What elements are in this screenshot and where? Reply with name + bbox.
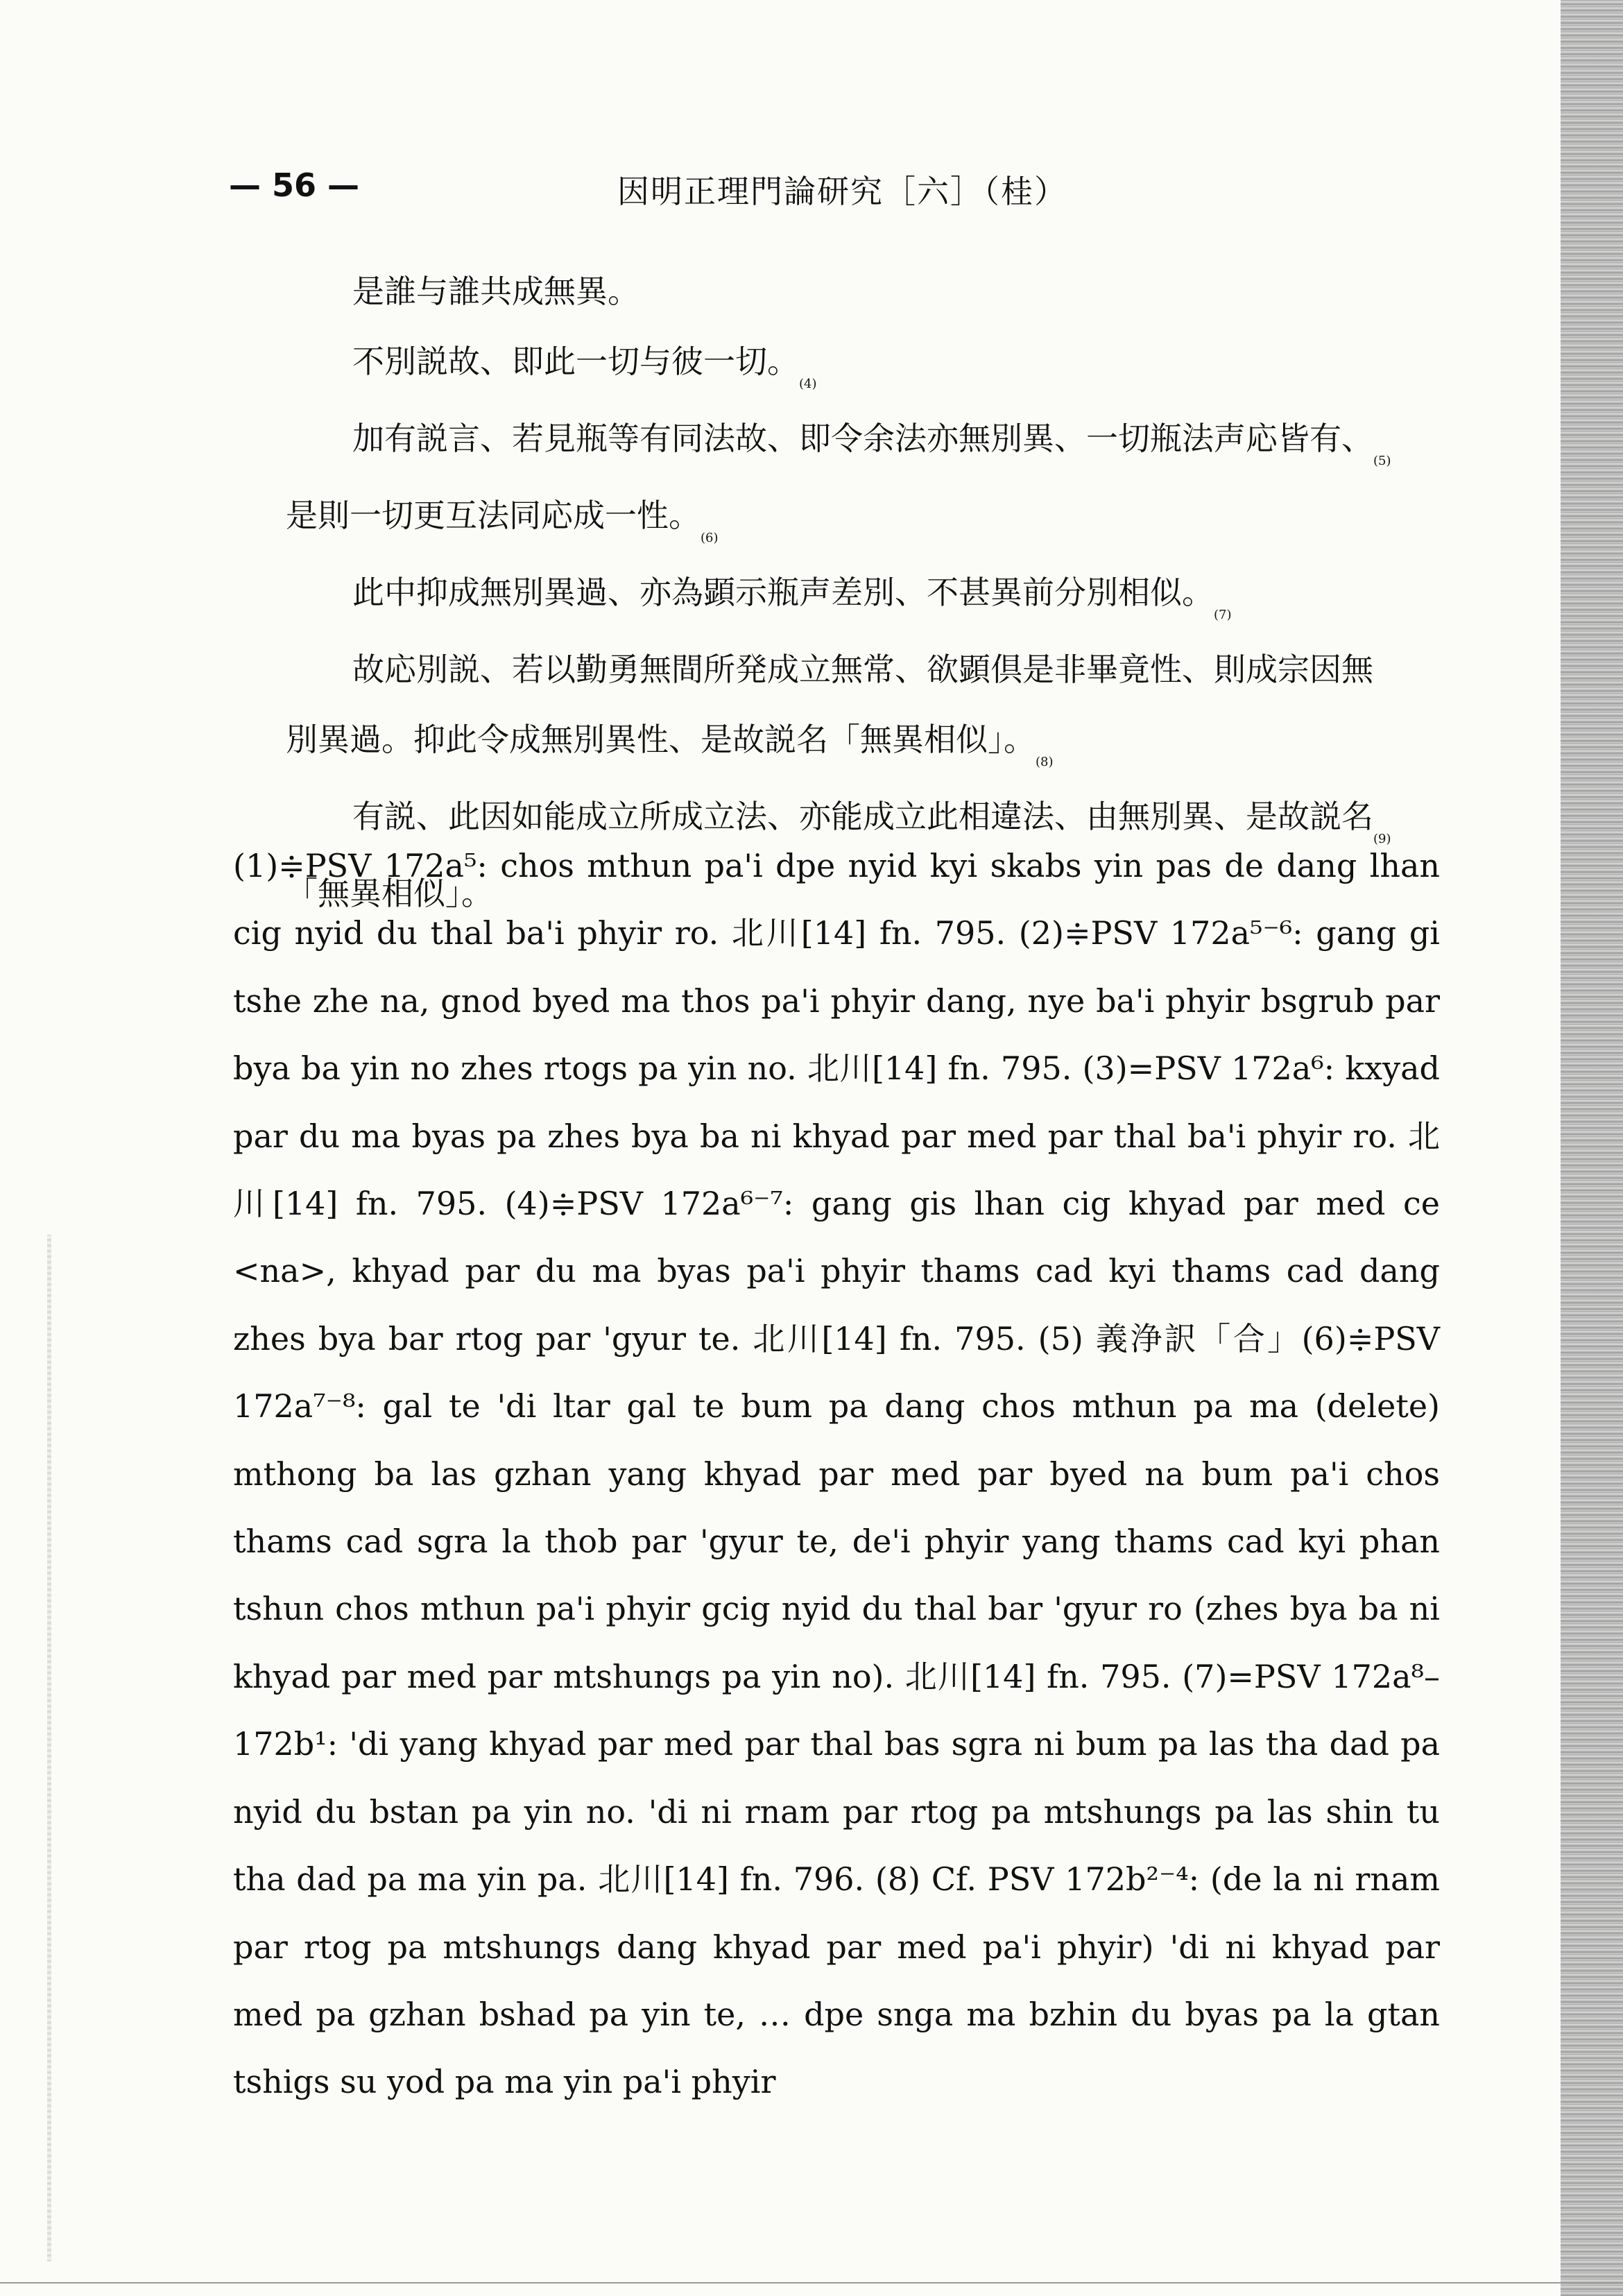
main-text-line [319,558,1457,635]
main-text-line [286,705,1457,782]
note-marker: (4) [799,377,817,391]
note-marker: (9) [1373,832,1391,846]
main-text-line [319,257,1457,327]
footnote-text: (1)≑PSV 172a⁵: chos mthun pa'i dpe nyid kyi skabs yin pas de dang lhan cig nyid du thal ba'i phyir ro. 北川[14] fn. 795. (2)≑PSV 172a⁵⁻⁶: gang gi tshe zhe na, gnod byed ma thos pa'i phyir dang, nye ba'i phyir bsgrub par bya ba yin no zhes rtogs pa yin no. 北川[14] fn. 795. (3)=PSV 172a⁶: kxyad par du ma byas pa zhes bya ba ni khyad par med par thal ba'i phyir ro. 北川[14] fn. 795. (4)≑PSV 172a⁶⁻⁷: gang gis lhan cig khyad par med ce <na>, khyad par du ma byas pa'i phyir thams cad kyi thams cad dang zhes bya bar rtog par 'gyur te. 北川[14] fn. 795. (5) 義浄訳「合」(6)≑PSV 172a⁷⁻⁸: gal te 'di ltar gal te bum pa dang chos mthun pa ma (delete) mthong ba las gzhan yang khyad par med par byed na bum pa'i chos thams cad sgra la thob par 'gyur te, de'i phyir yang thams cad kyi phan tshun chos mthun pa'i phyir gcig nyid du thal bar 'gyur ro (zhes bya ba ni khyad par med par mtshungs pa yin no). 北川[14] fn. 795. (7)=PSV 172a⁸–172b¹: 'di yang khyad par med par thal bas sgra ni bum pa las tha dad pa nyid du bstan pa yin no. 'di ni rnam par rtog pa mtshungs pa las shin tu tha dad pa ma yin pa. 北川[14] fn. 796. (8) Cf. PSV 172b²⁻⁴: (de la ni rnam par rtog pa mtshungs dang khyad par med pa'i phyir) 'di ni khyad par med pa gzhan bshad pa yin te, … dpe snga ma bzhin du byas pa la gtan tshigs su yod pa ma yin pa'i phyir [233,847,1440,2101]
main-text-line [319,635,1457,705]
main-text-content: 故応別説、若以勤勇無間所発成立無常、欲顕倶是非畢竟性、則成宗因無 [352,651,1373,688]
main-text-content: 加有説言、若見瓶等有同法故、即令余法亦無別異、一切瓶法声応皆有、 [352,420,1373,457]
main-text-content: 有説、此因如能成立所成立法、亦能成立此相違法、由無別異、是故説名 [352,798,1373,835]
main-text-content: 不別説故、即此一切与彼一切。 [352,343,799,380]
main-text-content: 「無異相似」。 [286,875,493,912]
page-bottom-edge [0,2282,1623,2284]
scan-binding-shadow [47,1235,51,2261]
scan-edge-shadow [1561,0,1623,2296]
main-text-line [319,404,1457,481]
note-marker: (8) [1036,755,1054,769]
running-title: 因明正理門論研究［六］（桂） [617,173,1067,210]
main-text-content: 此中抑成無別異過、亦為顕示瓶声差別、不甚異前分別相似。 [352,574,1214,611]
main-text-content: 別異過。抑此令成無別異性、是故説名「無異相似」。 [286,721,1036,758]
footnotes [233,832,1440,2116]
page-number: — 56 — [229,166,360,204]
main-text-line [319,327,1457,404]
main-text-line [286,481,1457,558]
page-header [229,166,1443,222]
note-marker: (5) [1373,454,1391,468]
note-marker: (7) [1214,608,1232,622]
main-text [286,257,1457,929]
main-text-content: 是誰与誰共成無異。 [352,273,639,310]
main-text-content: 是則一切更互法同応成一性。 [286,497,701,534]
note-marker: (6) [701,531,719,545]
